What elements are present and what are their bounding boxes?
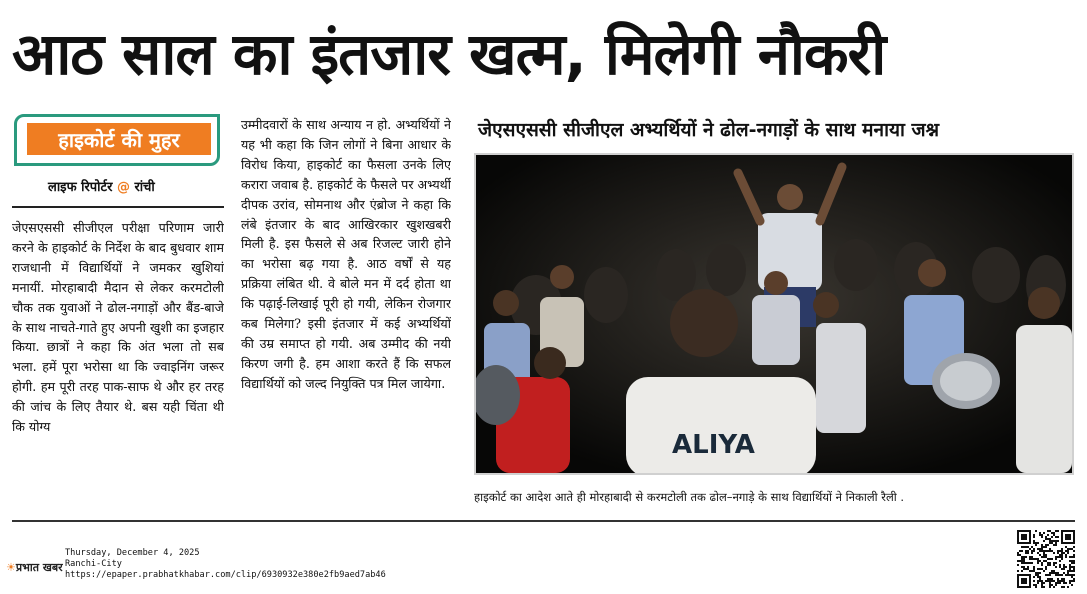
logo-text: प्रभात खबर [15,561,63,574]
article-column-1: जेएसएससी सीजीएल परीक्षा परिणाम जारी करने के हाइकोर्ट के निर्देश के बाद बुधवार शाम राजधानी में विद्यार्थियों ने जमकर खुशियां मनायीं. मोरहाबादी मैदान से लेकर करमटोली चौक तक युवाओं ने ढोल-नगाड़ों और बैंड-बाजे के साथ नाचते-गाते हुए अपनी खुशी का इजहार किया. छात्रों ने कहा कि अंत भला तो सब भला. हमें पूरा भरोसा था कि ज्वाइनिंग जरूर होगी. हम पूरी तरह पाक-साफ थे और हर तरह की जांच के लिए तैयार थे. बस यही चिंता थी कि योग्य [12,220,224,435]
qr-code-icon[interactable] [1017,530,1075,588]
news-photo [474,153,1074,475]
article-column-2: उम्मीदवारों के साथ अन्याय न हो. अभ्यर्थियों ने यह भी कहा कि जिन लोगों ने बिना आधार के विरोध किया, हाइकोर्ट का फैसला उनके लिए करारा जवाब है. हाइकोर्ट के फैसले पर अभ्यर्थी दीपक उरांव, सोमनाथ और एंब्रोज ने कहा कि लंबे इंतजार के बाद आखिरकार खुशखबरी मिली है. इस फैसले से अब रिजल्ट जारी होने का भरोसा बढ़ गया है. आठ वर्षों से यह प्रक्रिया लंबित थी. वे बोले मन में दर्द होता था कि पढ़ाई-लिखाई पूरी हो गयी, लेकिन रोजगार कब मिलेगा? इसी इंतजार में कई अभ्यर्थियों की उम्र समाप्त हो गयी. अब उम्मीद की नयी किरण जगी है. हम आशा करते हैं कि सफल विद्यार्थियों को जल्द नियुक्ति पत्र मिल जायेगा. [241,117,451,391]
headline: आठ साल का इंतजार खत्म, मिलेगी नौकरी [12,20,886,88]
section-badge-label: हाइकोर्ट की मुहर [27,123,211,155]
photo-title: जेएसएससी सीजीएल अभ्यर्थियों ने ढोल-नगाड़ों के साथ मनाया जश्न [478,119,940,141]
photo-caption: हाइकोर्ट का आदेश आते ही मोरहाबादी से करमटोली तक ढोल–नगाड़े के साथ विद्यार्थियों ने निकाली रैली . [474,490,905,504]
shirt-text: ALIYA [672,430,755,460]
crowd-celebration-image [476,155,1072,473]
footer-url[interactable]: https://epaper.prabhatkhabar.com/clip/6930932e380e2fb9aed7ab46 [65,570,386,580]
section-badge [14,114,220,166]
footer-date: Thursday, December 4, 2025 [65,548,200,558]
byline-at-sign: @ [116,180,130,195]
footer-meta [65,548,386,581]
byline-city: रांची [134,180,155,195]
footer-edition: Ranchi-City [65,559,122,569]
logo-sun-icon: ☀ [6,561,16,574]
byline-divider [12,206,224,208]
prabhat-khabar-logo-icon [6,560,63,575]
byline-reporter: लाइफ रिपोर्टर [48,180,113,195]
footer-divider [12,520,1075,522]
byline [48,177,155,195]
